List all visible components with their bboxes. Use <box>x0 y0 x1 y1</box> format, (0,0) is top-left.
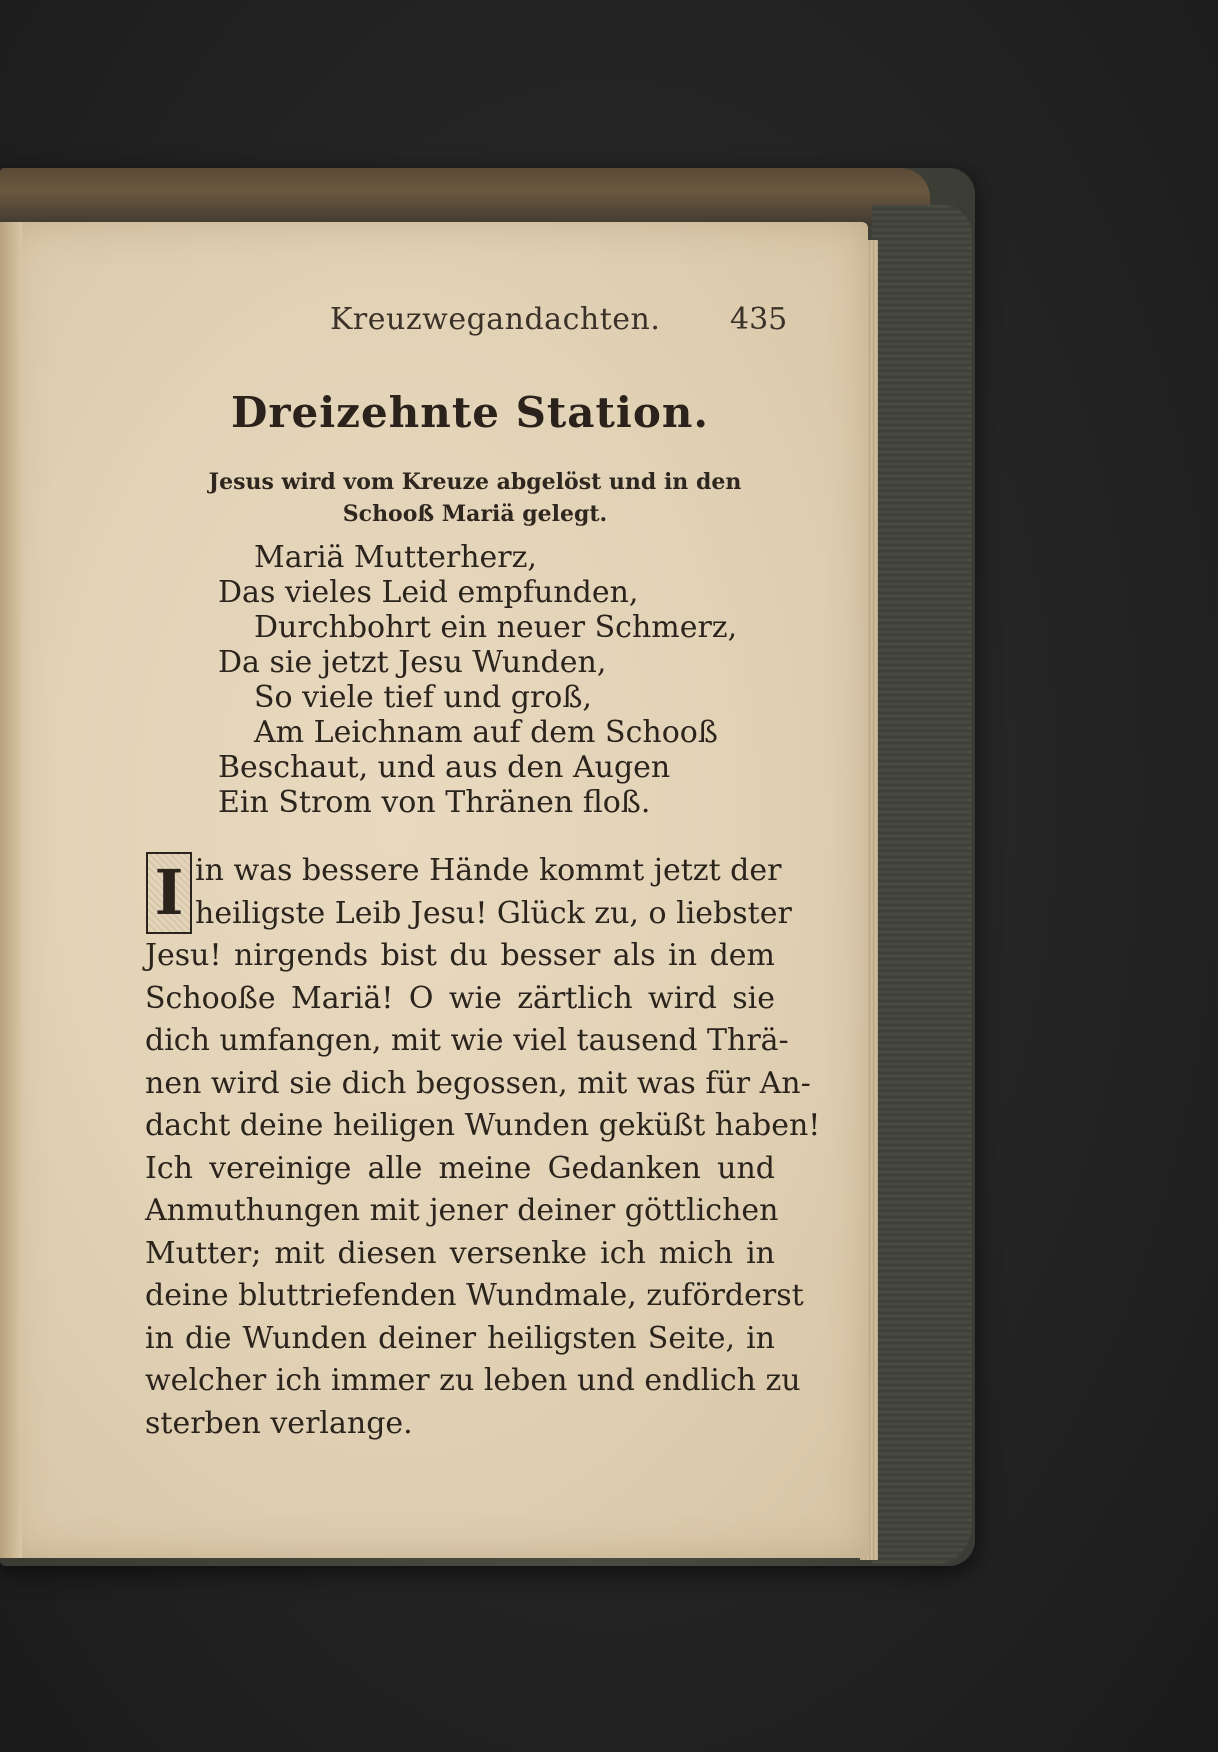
verse-block <box>218 540 737 820</box>
subtitle-line: Schooß Mariä gelegt. <box>342 501 608 527</box>
verse-line: Das vieles Leid empfunden, <box>218 575 639 610</box>
verse-line: Am Leichnam auf dem Schooß <box>254 715 718 750</box>
book-cover-top-edge <box>0 168 930 226</box>
verse-line: Durchbohrt ein neuer Schmerz, <box>254 610 738 645</box>
prose-line: Mutter; mit diesen versenke ich mich in <box>145 1235 775 1271</box>
prose-line: Schooße Mariä! O wie zärtlich wird sie <box>145 980 775 1016</box>
prose-line: dich umfangen, mit wie viel tausend Thrä- <box>145 1023 789 1058</box>
running-head: Kreuzwegandachten. <box>330 302 661 337</box>
book-cover-right-edge <box>872 205 972 1565</box>
prose-line: Jesu! nirgends bist du besser als in dem <box>145 938 775 973</box>
page-number: 435 <box>730 302 788 337</box>
prose-line: deine bluttriefenden Wundmale, zuförderst <box>145 1278 804 1313</box>
page-gutter <box>0 222 22 1558</box>
prose-line: Ich vereinige alle meine Gedanken und <box>145 1150 775 1186</box>
prose-line: welcher ich immer zu leben und endlich zu <box>145 1363 801 1398</box>
verse-line: Da sie jetzt Jesu Wunden, <box>218 645 607 680</box>
prose-paragraph <box>145 850 821 1445</box>
prose-line: heiligste Leib Jesu! Glück zu, o liebster <box>195 895 792 931</box>
prose-line: sterben verlange. <box>145 1405 413 1441</box>
prose-line: in die Wunden deiner heiligsten Seite, in <box>145 1320 775 1356</box>
prose-line: nen wird sie dich begossen, mit was für An- <box>145 1065 811 1101</box>
verse-line: Ein Strom von Thränen floß. <box>218 785 651 820</box>
prose-line: Anmuthungen mit jener deiner göttlichen <box>145 1193 779 1228</box>
verse-line: Beschaut, und aus den Augen <box>218 750 671 785</box>
prose-line: dacht deine heiligen Wunden geküßt haben! <box>145 1108 821 1143</box>
drop-cap: I <box>146 852 192 934</box>
station-title: Dreizehnte Station. <box>230 388 710 437</box>
station-subtitle <box>205 466 745 530</box>
prose-line: in was bessere Hände kommt jetzt der <box>195 853 782 888</box>
subtitle-line: Jesus wird vom Kreuze abgelöst und in den <box>208 469 742 495</box>
verse-line: So viele tief und groß, <box>254 680 592 715</box>
verse-line: Mariä Mutterherz, <box>254 540 537 575</box>
